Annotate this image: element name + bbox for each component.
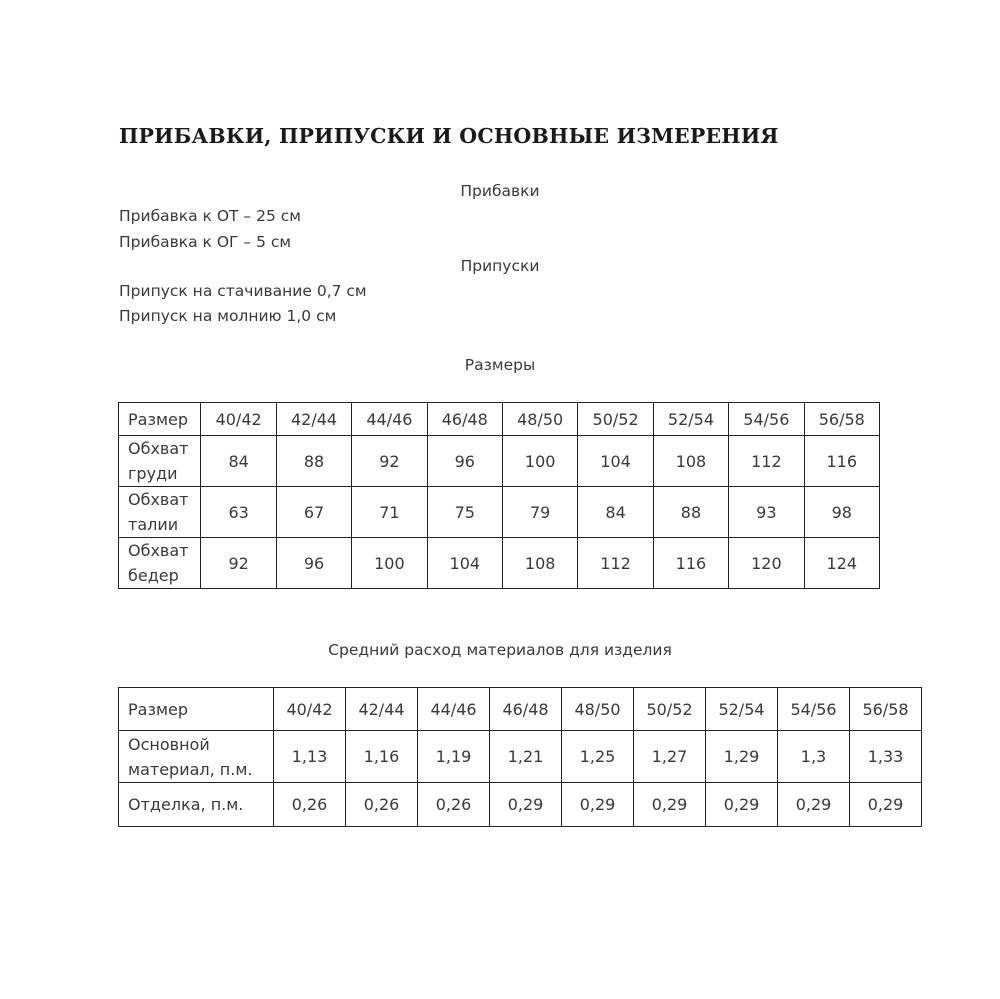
table-cell: 1,27: [634, 731, 706, 783]
row-label-line2: бедер: [128, 566, 179, 585]
size-column: 44/46: [352, 403, 427, 436]
table-row-hips: [119, 538, 880, 589]
table-cell: 104: [427, 538, 502, 589]
allowance-line-waist: Прибавка к ОТ – 25 см: [119, 207, 301, 225]
table-cell: 93: [729, 487, 804, 538]
table-row-main-fabric: [119, 731, 922, 783]
table-cell: 1,3: [778, 731, 850, 783]
table-cell: 120: [729, 538, 804, 589]
table-cell: 92: [201, 538, 276, 589]
table-cell: 84: [201, 436, 276, 487]
seam-allowance-line-stitching: Припуск на стачивание 0,7 см: [119, 282, 367, 300]
table-cell: 1,13: [274, 731, 346, 783]
table-cell: 100: [502, 436, 577, 487]
size-column: 46/48: [490, 688, 562, 731]
table-row-waist: [119, 487, 880, 538]
size-column: 48/50: [562, 688, 634, 731]
table-cell: 1,33: [850, 731, 922, 783]
row-label-line1: Обхват: [128, 490, 189, 509]
table-cell: 0,29: [778, 783, 850, 827]
row-label: [119, 783, 274, 827]
table-cell: 92: [352, 436, 427, 487]
table-cell: 108: [502, 538, 577, 589]
table-cell: 124: [804, 538, 879, 589]
size-column: 46/48: [427, 403, 502, 436]
row-label-line1: Обхват: [128, 439, 189, 458]
table-cell: 116: [804, 436, 879, 487]
table-cell: 75: [427, 487, 502, 538]
size-column: 42/44: [276, 403, 351, 436]
row-label-line2: груди: [128, 464, 178, 483]
sizes-table: [118, 402, 880, 589]
size-column: 56/58: [850, 688, 922, 731]
row-label: [119, 487, 201, 538]
size-column: 42/44: [346, 688, 418, 731]
table-cell: 104: [578, 436, 653, 487]
size-column: 52/54: [706, 688, 778, 731]
table-cell: 96: [276, 538, 351, 589]
table-cell: 67: [276, 487, 351, 538]
table-cell: 1,19: [418, 731, 490, 783]
size-column: 54/56: [778, 688, 850, 731]
table-cell: 0,29: [490, 783, 562, 827]
table-cell: 96: [427, 436, 502, 487]
materials-heading: Средний расход материалов для изделия: [328, 641, 672, 659]
seam-allowance-line-zipper: Припуск на молнию 1,0 см: [119, 307, 337, 325]
table-cell: 112: [729, 436, 804, 487]
table-cell: 0,29: [706, 783, 778, 827]
size-column: 40/42: [274, 688, 346, 731]
table-cell: 71: [352, 487, 427, 538]
table-cell: 0,26: [346, 783, 418, 827]
row-label-line2: талии: [128, 515, 179, 534]
row-label-line1: Отделка, п.м.: [128, 795, 244, 814]
table-row-bust: [119, 436, 880, 487]
table-cell: 84: [578, 487, 653, 538]
table-cell: 0,29: [562, 783, 634, 827]
table-cell: 112: [578, 538, 653, 589]
table-cell: 0,29: [850, 783, 922, 827]
page-title: ПРИБАВКИ, ПРИПУСКИ И ОСНОВНЫЕ ИЗМЕРЕНИЯ: [119, 124, 779, 148]
table-cell: 88: [276, 436, 351, 487]
table-cell: 100: [352, 538, 427, 589]
allowances-heading: Прибавки: [460, 182, 540, 200]
table-cell: 108: [653, 436, 728, 487]
materials-table: [118, 687, 922, 827]
table-cell: 1,21: [490, 731, 562, 783]
seam-allowances-heading: Припуски: [460, 257, 540, 275]
sizes-heading: Размеры: [464, 356, 536, 374]
size-column: 48/50: [502, 403, 577, 436]
table-cell: 0,26: [418, 783, 490, 827]
table-cell: 79: [502, 487, 577, 538]
size-column: 56/58: [804, 403, 879, 436]
table-cell: 1,16: [346, 731, 418, 783]
table-cell: 98: [804, 487, 879, 538]
table-cell: 0,29: [634, 783, 706, 827]
row-label: [119, 538, 201, 589]
table-cell: 63: [201, 487, 276, 538]
table-header-row: [119, 403, 880, 436]
table-cell: 116: [653, 538, 728, 589]
row-label: [119, 436, 201, 487]
row-label-line1: Основной: [128, 734, 210, 754]
size-column: 50/52: [578, 403, 653, 436]
row-label-line1: Обхват: [128, 541, 189, 560]
size-column: 50/52: [634, 688, 706, 731]
table-cell: 0,26: [274, 783, 346, 827]
row-label: [119, 731, 274, 783]
size-column: 44/46: [418, 688, 490, 731]
header-label: Размер: [119, 688, 274, 731]
header-label: Размер: [119, 403, 201, 436]
table-header-row: [119, 688, 922, 731]
size-column: 54/56: [729, 403, 804, 436]
table-cell: 1,29: [706, 731, 778, 783]
table-row-trim: [119, 783, 922, 827]
size-column: 40/42: [201, 403, 276, 436]
table-cell: 1,25: [562, 731, 634, 783]
row-label-line2: материал, п.м.: [128, 759, 253, 779]
allowance-line-bust: Прибавка к ОГ – 5 см: [119, 233, 292, 251]
table-cell: 88: [653, 487, 728, 538]
size-column: 52/54: [653, 403, 728, 436]
